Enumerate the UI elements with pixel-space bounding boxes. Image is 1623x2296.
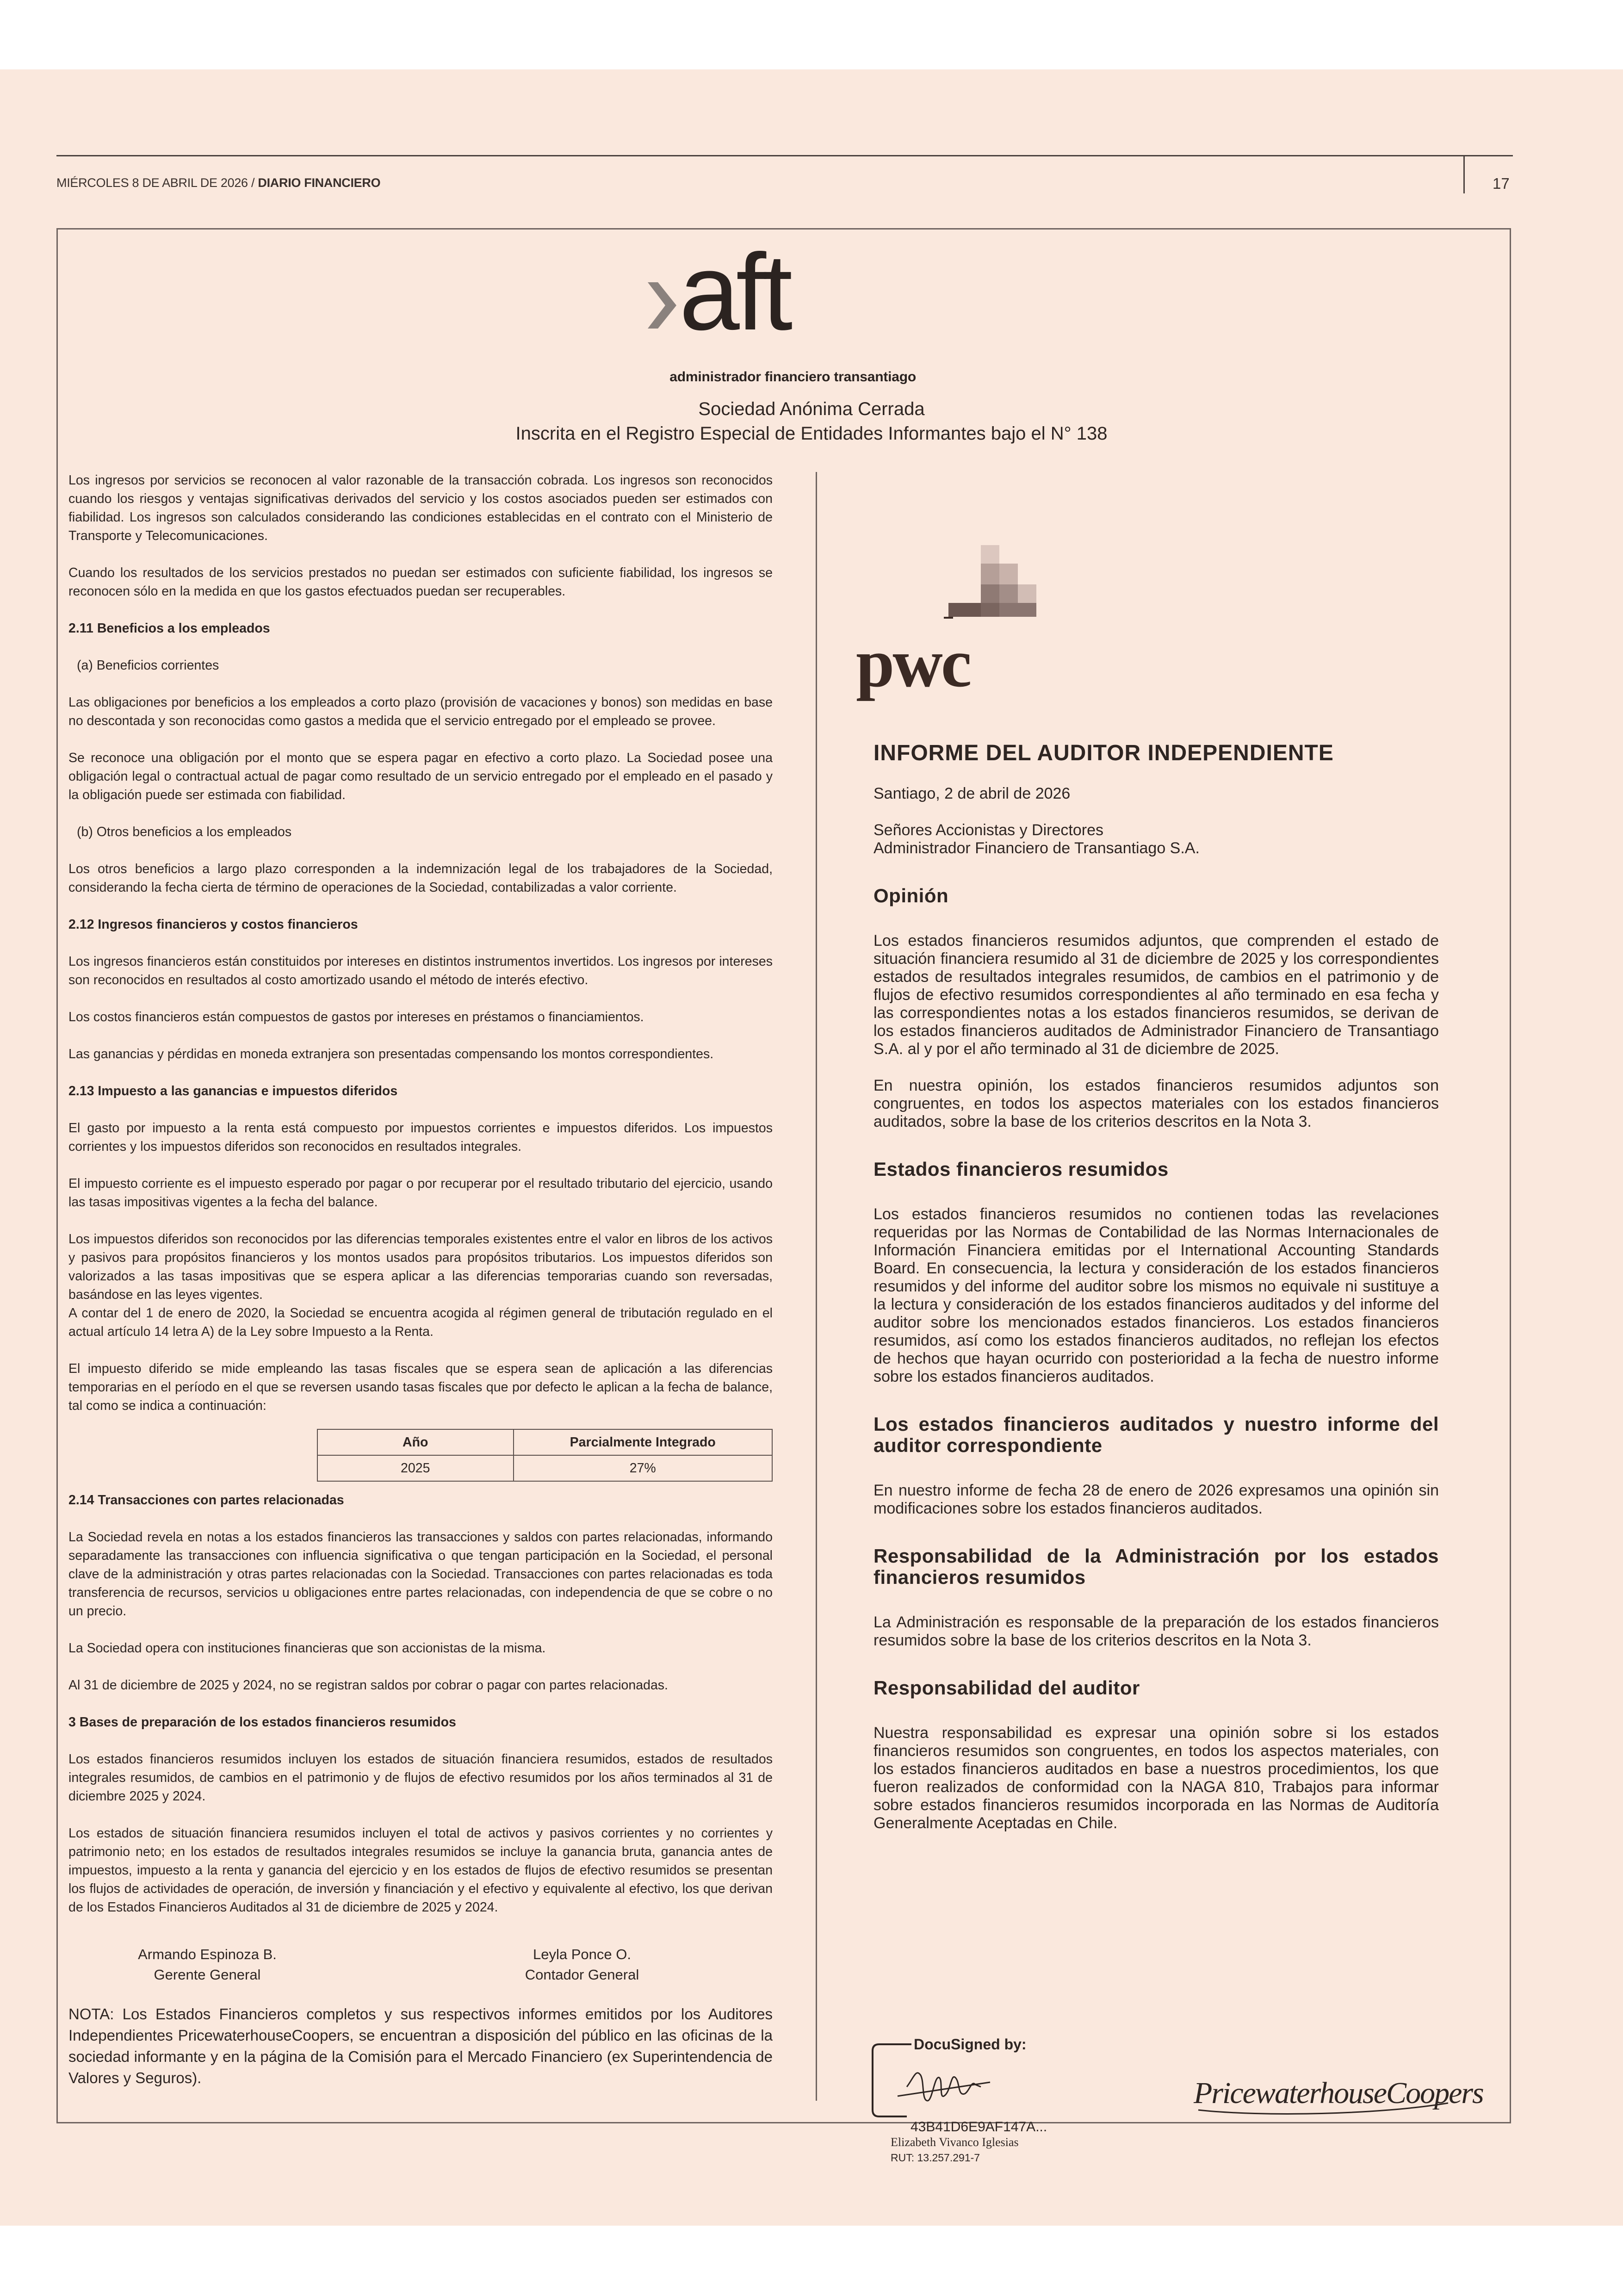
report-title: INFORME DEL AUDITOR INDEPENDIENTE [873, 741, 1334, 765]
newspaper-page [0, 69, 1623, 2226]
registry-line: Inscrita en el Registro Especial de Entidades Informantes bajo el N° 138 [515, 423, 1108, 444]
firm-signature-text: PricewaterhouseCoopers [1194, 2076, 1483, 2110]
section-heading: Responsabilidad del auditor [873, 1677, 1140, 1699]
signatory-title: Gerente General [154, 1967, 261, 1983]
docusign-hash: 43B41D6E9AF147A... [911, 2119, 1047, 2135]
aft-logo [648, 231, 916, 353]
header-rule [56, 155, 1513, 156]
auditor-name: Elizabeth Vivanco Iglesias [891, 2135, 1019, 2149]
table-header-row [317, 1429, 772, 1455]
subsection-heading: (b) Otros beneficios a los empleados [77, 825, 292, 839]
section-heading: Estados financieros resumidos [873, 1158, 1169, 1180]
aft-logo-text: aft [679, 231, 789, 353]
paragraph: En nuestro informe de fecha 28 de enero de 2026 expresamos una opinión sin modificaciones sobre los estados financieros auditados. [873, 1482, 1439, 1517]
firm-signature [1194, 2059, 1483, 2124]
signatory-title: Contador General [525, 1967, 639, 1983]
pwc-logo-text: pwc [856, 625, 970, 701]
section-heading: Los estados financieros auditados y nuestro informe del auditor correspondiente [873, 1413, 1439, 1456]
section-heading: 2.12 Ingresos financieros y costos financieros [68, 917, 358, 932]
header-date: MIÉRCOLES 8 DE ABRIL DE 2026 / [56, 176, 255, 190]
left-column [68, 471, 773, 2107]
signatory [457, 1944, 707, 1985]
paragraph: Los costos financieros están compuestos de gastos por intereses en préstamos o financiamientos. [68, 1010, 644, 1024]
addressee: Administrador Financiero de Transantiago S.A. [873, 839, 1200, 857]
section-heading: Responsabilidad de la Administración por los estados financieros resumidos [873, 1545, 1439, 1588]
paragraph: Los ingresos por servicios se reconocen al valor razonable de la transacción cobrada. Los ingresos son reconocidos cuando los riesgos y ventajas significativas derivados del servicio y los costos asociados pueden ser estimados con fiabilidad. Los ingresos son calculados considerando las condiciones establecidas en el contrato con el Ministerio de Transporte y Telecomunicaciones. [68, 473, 773, 543]
table-row [317, 1455, 772, 1481]
right-column [873, 740, 1439, 1851]
paragraph: Los estados financieros resumidos incluyen los estados de situación financiera resumidos, estados de resultados integrales resumidos, de cambios en el patrimonio y de flujos de efectivo resumidos por los años terminados al 31 de diciembre 2025 y 2024. [68, 1752, 773, 1804]
subsection-heading: (a) Beneficios corrientes [77, 658, 219, 673]
company-type: Sociedad Anónima Cerrada [698, 399, 925, 419]
table-header: Año [317, 1429, 514, 1455]
table-header: Parcialmente Integrado [514, 1429, 773, 1455]
paragraph: En nuestra opinión, los estados financieros resumidos adjuntos son congruentes, en todos los aspectos materiales con los estados financieros auditados, sobre la base de los criterios descritos en la Nota 3. [873, 1077, 1439, 1130]
note: NOTA: Los Estados Financieros completos y sus respectivos informes emitidos por los Auditores Independientes PricewaterhouseCoopers, se encuentran a disposición del público en las oficinas de la sociedad informante y en la página de la Comisión para el Mercado Financiero (ex Superintendencia de Valores y Seguros). [68, 2005, 773, 2086]
report-date: Santiago, 2 de abril de 2026 [873, 785, 1071, 802]
signatory-name: Leyla Ponce O. [533, 1946, 631, 1962]
paragraph: La Sociedad revela en notas a los estados financieros las transacciones y saldos con partes relacionadas, informando separadamente las transacciones con influencia significativa o que tengan participación en la Sociedad, el personal clave de la administración y otras partes relacionadas con la Sociedad. Transacciones con partes relacionadas es toda transferencia de recursos, servicios u obligaciones entre partes relacionadas, con independencia de que se cobre o no un precio. [68, 1530, 773, 1619]
page-header [56, 176, 380, 190]
paragraph: La Sociedad opera con instituciones financieras que son accionistas de la misma. [68, 1641, 546, 1656]
signatory [82, 1944, 332, 1985]
auditor-rut: RUT: 13.257.291-7 [891, 2152, 980, 2164]
paragraph: Las obligaciones por beneficios a los empleados a corto plazo (provisión de vacaciones y bonos) son medidas en base no descontada y son reconocidas como gastos a medida que el servicio entregado por el empleado se provee. [68, 695, 773, 728]
paragraph: Los estados financieros resumidos no contienen todas las revelaciones requeridas por las Normas de Contabilidad de las Normas Internacionales de Información Financiera emitidas por el International Accounting Standards Board. En consecuencia, la lectura y consideración de los estados financieros resumidos y del informe del auditor sobre los mismos no equivale ni sustituye a la lectura y consideración de los estados financieros auditados y del informe del auditor sobre los mencionados estados financieros. Los estados financieros resumidos, así como los estados financieros auditados, no reflejan los efectos de hechos que hayan ocurrido con posterioridad a la fecha de nuestro informe sobre los estados financieros auditados. [873, 1205, 1439, 1385]
paragraph: Los otros beneficios a largo plazo corresponden a la indemnización legal de los trabajadores de la Sociedad, considerando la fecha cierta de término de operaciones de la Sociedad, contabilizadas a valor corriente. [68, 862, 773, 895]
paragraph: El gasto por impuesto a la renta está compuesto por impuestos corrientes e impuestos diferidos. Los impuestos corrientes y los impuestos diferidos son reconocidos en resultados integrales. [68, 1121, 773, 1154]
chevron-icon [648, 282, 676, 329]
pwc-logo [856, 545, 1059, 701]
paragraph: Los impuestos diferidos son reconocidos por las diferencias temporales existentes entre el valor en libros de los activos y pasivos para propósitos financieros y los montos usados para propósitos tributarios. Los impuestos diferidos son valorizados a las tasas impositivas que se espera aplicar a las diferencias temporarias cuando son reversadas, basándose en las leyes vigentes. [68, 1232, 773, 1302]
paragraph: A contar del 1 de enero de 2020, la Sociedad se encuentra acogida al régimen general de tributación regulado en el actual artículo 14 letra A) de la Ley sobre Impuesto a la Renta. [68, 1306, 773, 1339]
paragraph: El impuesto corriente es el impuesto esperado por pagar o por recuperar por el resultado tributario del ejercicio, usando las tasas impositivas vigentes a la fecha del balance. [68, 1176, 773, 1210]
section-heading: 2.13 Impuesto a las ganancias e impuestos diferidos [68, 1084, 398, 1098]
section-heading: Opinión [873, 885, 949, 906]
header-publication: DIARIO FINANCIERO [258, 176, 381, 190]
docusign-label: DocuSigned by: [914, 2036, 1027, 2053]
handwritten-signature [907, 2073, 981, 2101]
paragraph: Al 31 de diciembre de 2025 y 2024, no se registran saldos por cobrar o pagar con partes relacionadas. [68, 1678, 668, 1693]
paragraph: Los estados financieros resumidos adjuntos, que comprenden el estado de situación financiera resumido al 31 de diciembre de 2025 y los correspondientes estados de resultados integrales resumidos, de cambios en el patrimonio y de flujos de efectivo resumidos correspondientes al año terminado en esa fecha y las correspondientes notas a los estados financieros resumidos, se derivan de los estados financieros auditados de Administrador Financiero de Transantiago S.A. al y por el año terminado al 31 de diciembre de 2025. [873, 932, 1439, 1058]
paragraph: Nuestra responsabilidad es expresar una opinión sobre si los estados financieros resumidos son congruentes, en todos los aspectos materiales, con los estados financieros auditados en base a nuestros procedimientos, los que fueron realizados de conformidad con la NAGA 810, Trabajos para informar sobre estados financieros resumidos incorporada en las Normas de Auditoría Generalmente Aceptadas en Chile. [873, 1724, 1439, 1832]
aft-logo-subtitle: administrador financiero transantiago [669, 369, 916, 385]
page-number: 17 [1493, 175, 1510, 192]
table-cell: 2025 [317, 1455, 514, 1481]
section-heading: 2.11 Beneficios a los empleados [68, 621, 270, 636]
header-divider [1463, 156, 1465, 193]
paragraph: Los estados de situación financiera resumidos incluyen el total de activos y pasivos corrientes y no corrientes y patrimonio neto; en los estados de resultados integrales resumidos se incluye la ganancia bruta, ganancia antes de impuestos, impuesto a la renta y ganancia del ejercicio y en los estados de flujos de efectivo resumidos se presentan los flujos de actividades de operación, de inversión y financiación y el efectivo y equivalente al efectivo, los que derivan de los Estados Financieros Auditados al 31 de diciembre de 2025 y 2024. [68, 1826, 773, 1915]
paragraph: Las ganancias y pérdidas en moneda extranjera son presentadas compensando los montos correspondientes. [68, 1047, 714, 1061]
paragraph: Los ingresos financieros están constituidos por intereses en distintos instrumentos invertidos. Los ingresos por intereses son reconocidos en resultados al costo amortizado usando el método de interés efectivo. [68, 954, 773, 987]
paragraph: La Administración es responsable de la preparación de los estados financieros resumidos sobre la base de los criterios descritos en la Nota 3. [873, 1613, 1439, 1649]
signatory-name: Armando Espinoza B. [138, 1946, 277, 1962]
paragraph: Cuando los resultados de los servicios prestados no puedan ser estimados con suficiente fiabilidad, los ingresos se reconocen sólo en la medida en que los gastos efectuados puedan ser recuperables. [68, 565, 773, 599]
addressee: Señores Accionistas y Directores [873, 821, 1103, 839]
signatories [68, 1944, 773, 1985]
tax-rate-table [317, 1429, 773, 1482]
section-heading: 3 Bases de preparación de los estados financieros resumidos [68, 1715, 456, 1730]
column-divider [816, 472, 817, 2101]
paragraph: Se reconoce una obligación por el monto que se espera pagar en efectivo a corto plazo. La Sociedad posee una obligación legal o contractual actual de pagar como resultado de un servicio entregado por el empleado en el pasado y la obligación puede ser estimada con fiabilidad. [68, 751, 773, 802]
table-cell: 27% [514, 1455, 773, 1481]
section-heading: 2.14 Transacciones con partes relacionadas [68, 1493, 344, 1508]
paragraph: El impuesto diferido se mide empleando las tasas fiscales que se espera sean de aplicación a las diferencias temporarias en el período en el que se reversen usando tasas fiscales que por defecto le aplican a la fecha de balance, tal como se indica a continuación: [68, 1361, 773, 1413]
